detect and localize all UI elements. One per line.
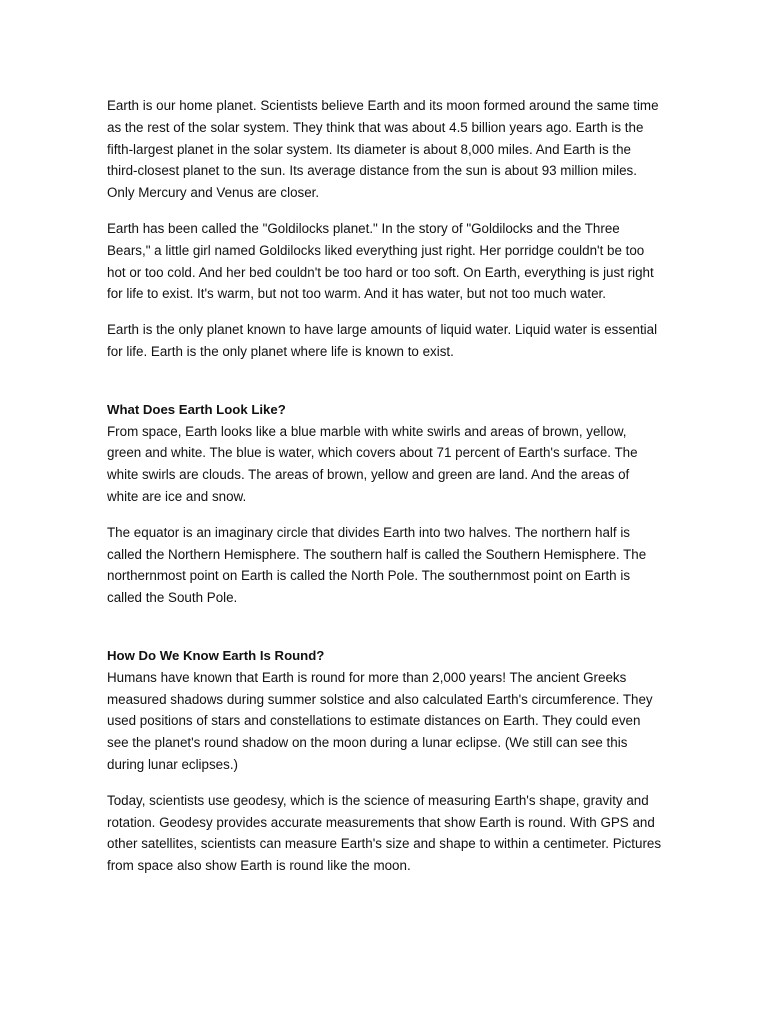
section-heading-earth-look: What Does Earth Look Like? — [107, 401, 286, 417]
section-heading-earth-round: How Do We Know Earth Is Round? — [107, 647, 325, 663]
document-page — [107, 95, 663, 877]
intro-paragraph-3: Earth is the only planet known to have large amounts of liquid water. Liquid water is essential for life. Earth is the only planet where life is known to exist. — [107, 322, 658, 359]
section-2-paragraph-1: Humans have known that Earth is round for more than 2,000 years! The ancient Greeks measured shadows during summer solstice and also calculated Earth's circumference. They used positions of stars and constellations to estimate distances on Earth. They could even see the planet's round shadow on the moon during a lunar eclipse. (We still can see this during lunar eclipses.) — [107, 669, 653, 772]
section-1-paragraph-2: The equator is an imaginary circle that divides Earth into two halves. The northern half is called the Northern Hemisphere. The southern half is called the Southern Hemisphere. The northernmost point on Earth is called the North Pole. The southernmost point on Earth is called the South Pole. — [107, 524, 647, 606]
intro-paragraph-2: Earth has been called the "Goldilocks planet." In the story of "Goldilocks and the Three Bears," a little girl named Goldilocks liked everything just right. Her porridge couldn't be too hot or too cold. And her bed couldn't be too hard or too soft. On Earth, everything is just right for life to exist. It's warm, but not too warm. And it has water, but not too much water. — [107, 220, 654, 302]
section-2-paragraph-2: Today, scientists use geodesy, which is the science of measuring Earth's shape, gravity and rotation. Geodesy provides accurate measurements that show Earth is round. With GPS and other satellites, scientists can measure Earth's size and shape to within a centimeter. Pictures from space also show Earth is round like the moon. — [107, 792, 662, 874]
section-1-paragraph-1: From space, Earth looks like a blue marble with white swirls and areas of brown, yellow, green and white. The blue is water, which covers about 71 percent of Earth's surface. The white swirls are clouds. The areas of brown, yellow and green are land. And the areas of white are ice and snow. — [107, 423, 638, 504]
intro-paragraph-1: Earth is our home planet. Scientists believe Earth and its moon formed around the same time as the rest of the solar system. They think that was about 4.5 billion years ago. Earth is the fifth-largest planet in the solar system. Its diameter is about 8,000 miles. And Earth is the third-closest planet to the sun. Its average distance from the sun is about 93 million miles. Only Mercury and Venus are closer. — [107, 98, 659, 201]
